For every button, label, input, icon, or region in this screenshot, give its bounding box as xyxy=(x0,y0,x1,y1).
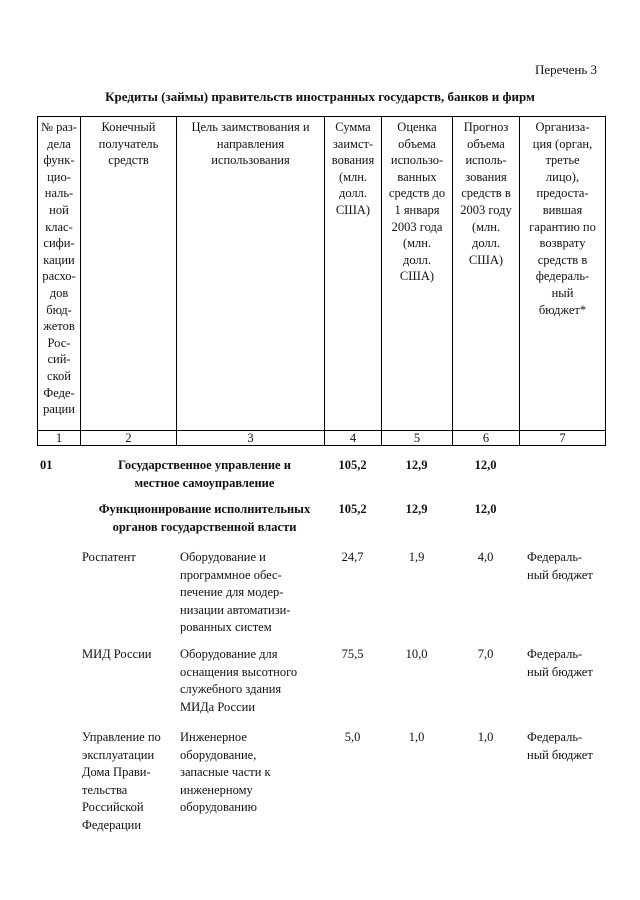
col-number: 4 xyxy=(325,431,382,446)
table-header xyxy=(37,116,606,446)
col-header-section: № раз- дела функ- цио- наль- ной клас- сифи- кации расхо- дов бюд- жетов Рос- сий- ской Феде- рации xyxy=(38,117,81,431)
row-used: 1,9 xyxy=(408,550,425,564)
row-recipient: МИД России xyxy=(82,647,152,661)
row-recipient: Управление по эксплуатации Дома Прави- тельства Российской Федерации xyxy=(82,730,161,832)
col-number: 6 xyxy=(453,431,520,446)
row-recipient: Роспатент xyxy=(82,550,136,564)
subsection-forecast: 12,0 xyxy=(474,502,497,516)
col-header-sum: Сумма заимст- вования (млн. долл. США) xyxy=(325,117,382,431)
section-sum: 105,2 xyxy=(338,458,367,472)
row-forecast: 1,0 xyxy=(477,730,494,744)
row-guarantor: Федераль- ный бюджет xyxy=(527,647,593,679)
col-number: 1 xyxy=(38,431,81,446)
row-sum: 5,0 xyxy=(344,730,361,744)
row-purpose: Оборудование и программное обес- печение для модер- низации автоматизи- рованных систем xyxy=(180,550,291,634)
row-guarantor: Федераль- ный бюджет xyxy=(527,550,593,582)
subsection-used: 12,9 xyxy=(405,502,428,516)
row-guarantor: Федераль- ный бюджет xyxy=(527,730,593,762)
subsection-name: Функционирование исполнительных органов государственной власти xyxy=(98,502,311,534)
col-header-forecast: Прогноз объема исполь- зования средств в 2003 году (млн. долл. США) xyxy=(453,117,520,431)
row-used: 10,0 xyxy=(405,647,428,661)
row-sum: 75,5 xyxy=(341,647,364,661)
section-name: Государственное управление и местное самоуправление xyxy=(118,458,291,490)
col-header-purpose: Цель заимствования и направления использования xyxy=(177,117,325,431)
row-purpose: Оборудование для оснащения высотного служебного здания МИДа России xyxy=(180,647,298,714)
col-header-guarantor: Организа- ция (орган, третье лицо), предоста- вившая гарантию по возврату средств в федераль- ный бюджет* xyxy=(520,117,606,431)
row-used: 1,0 xyxy=(408,730,425,744)
section-code: 01 xyxy=(40,458,53,472)
row-forecast: 7,0 xyxy=(477,647,494,661)
row-purpose: Инженерное оборудование, запасные части к инженерному оборудованию xyxy=(180,730,271,814)
section-forecast: 12,0 xyxy=(474,458,497,472)
document-title: Кредиты (займы) правительств иностранных государств, банков и фирм xyxy=(105,89,535,104)
col-number: 7 xyxy=(520,431,606,446)
section-used: 12,9 xyxy=(405,458,428,472)
col-header-used: Оценка объема использо- ванных средств до 1 января 2003 года (млн. долл. США) xyxy=(382,117,453,431)
row-forecast: 4,0 xyxy=(477,550,494,564)
list-number: Перечень 3 xyxy=(535,62,598,77)
subsection-sum: 105,2 xyxy=(338,502,367,516)
col-number: 2 xyxy=(81,431,177,446)
row-sum: 24,7 xyxy=(341,550,364,564)
col-number: 5 xyxy=(382,431,453,446)
col-header-recipient: Конечный получатель средств xyxy=(81,117,177,431)
col-number: 3 xyxy=(177,431,325,446)
